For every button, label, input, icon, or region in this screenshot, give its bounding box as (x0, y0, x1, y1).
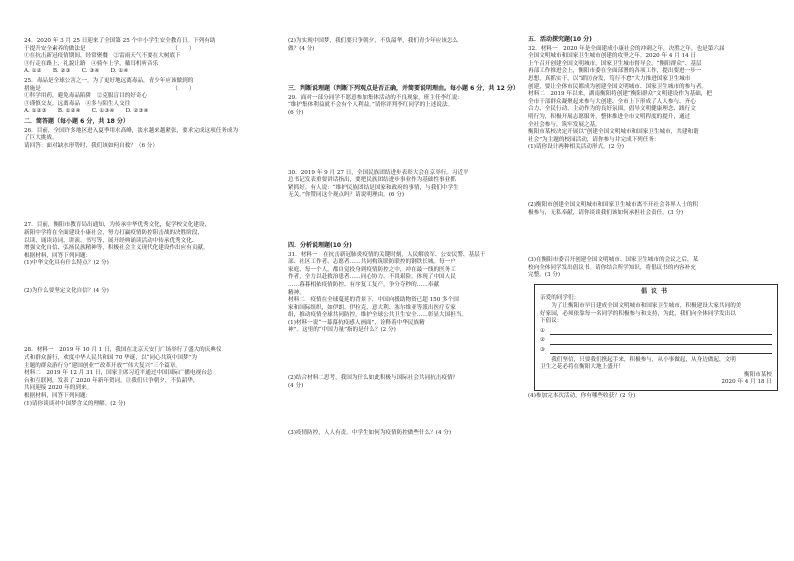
text-line: (1)中华文化具有什么特点？(2 分) (24, 260, 109, 267)
item-number: ③ (540, 347, 546, 354)
letter-signer: 衡阳市某校 (744, 371, 772, 378)
section-title: 五．活动探究题(10 分) (528, 36, 592, 43)
text-line: 合力、全民行动、主动作为的良好氛围，倡导文明健康理念、践行文 (528, 106, 696, 113)
question-27 (24, 222, 266, 295)
text-line: ①在抗击新冠疫情期间，经常聚餐 ②雷雨天气不要在大树底下 (24, 53, 181, 60)
text-line: 材料二 2019 年以来，湖南衡阳将创建“衡阳群众”文明建设作为基础，把 (528, 91, 712, 98)
text-line: 根据材料，回答下列问题： (24, 252, 92, 259)
text-line: 家和国际组织，如伊朗、伊拉克、意大利、塞尔维亚等派出医疗专家 (288, 304, 456, 311)
text-line: 社会”为主题的校园活动，请你参与并完成下列任务： (528, 136, 660, 143)
text-line: 30．2019 年 9 月 27 日，全国民族团结进步表彰大会在京举行。习近平 (288, 169, 469, 176)
text-line: 32．材料一 2020 年是全面建成小康社会的冲刺之年，决胜之年，也是第六届 (528, 45, 725, 52)
text-line: 精神。 (288, 289, 305, 296)
text-line: 了巨大挑战。 (24, 135, 58, 142)
text-line: 主题的群众游行分“建国创业”“改革开放”“伟大复兴”三个篇章。 (24, 362, 182, 369)
text-line: ①科学用药，避免毒品陷阱 ②克服盲目的好奇心 (24, 93, 148, 100)
text-line: 25．毒品是全球公害之一。为了更好地远离毒品，青少年应该做到的 (24, 77, 194, 84)
text-line: 做？(4 分) (288, 45, 315, 52)
text-line: 28．材料一 2019 年 10 月 1 日，我国在北京天安门广场举行了盛大的庆典仪 (24, 347, 222, 354)
text-line: (2)结合材料二思考，我国为什么如此积极与国际社会共同抗击疫情？ (288, 375, 459, 382)
text-line: (4 分) (288, 382, 304, 389)
text-line: (6 分) (288, 109, 304, 116)
text-line: 明行为，积极开展志愿服务，整体推进全市文明程度的提升，通过 (528, 113, 691, 120)
text-line: 全社会参与，筑牢发展之基。 (528, 121, 601, 128)
text-line: (1)请你谈谈对中国梦含义的理解。(2 分) (24, 400, 126, 407)
text-line: 31．材料一 在抗击新冠肺炎疫情的关键时刻，人民解放军、公安民警、基层干 (288, 251, 486, 258)
question-24 (24, 38, 266, 76)
text-line: 材料二 2019 年 12 月 31 日，国家主席习近平通过中国国际广播电视台总 (24, 370, 213, 377)
text-line: 我们坚信，只要我们携起手来，积极参与，从小事做起，从身边做起，文明 (540, 356, 736, 363)
question-32-part4 (528, 393, 780, 401)
text-line: 作者，全力以赴救治患者……同心协力、不畏艰险，体现了中国人民 (288, 274, 456, 281)
text-line: 29．面对一部分同学不愿意参加集体活动的不良现象，班主任李红说： (288, 94, 463, 101)
text-line: 校向全体同学发出倡议书。请你结合所学知识，将倡议书的内容补充 (528, 264, 696, 271)
text-line: 紧抓好。有人说：“维护民族团结是国家和政府的事情，与我们中学生 (288, 184, 459, 191)
text-line: 再部工作推进会上，衡阳市委在全面部署的各项工作，提出要进一步一 (528, 68, 702, 75)
text-line: ③谨慎交友，远离毒品 ④多与陌生人交往 (24, 100, 131, 107)
text-line: (2)为实现中国梦，我们要只争朝夕，不负韶华，我们青少年应该怎么 (288, 38, 459, 44)
text-line: 26．目前，全国许多地区进入夏季用水高峰，淡水越来越紧张，要求完成这项任务成为 (24, 127, 239, 134)
question-31 (288, 252, 518, 438)
section-title: 二．简答题（每小题 6 分，共 18 分） (24, 117, 129, 125)
text-line: 24．2020 年 3 月 25 日迎来了全国第 25 个中小学生安全教育日。下列有助 (24, 38, 216, 44)
text-line: 全市干部群众凝聚起来参与大创建、全市上下形成了人人参与、齐心 (528, 98, 696, 105)
text-line: 27．目前，衡阳市教育局出通知，为传承中华优秀文化，促学校文化建设， (24, 222, 211, 229)
item-number: ① (540, 327, 546, 334)
text-line: 台和互联网，发表了 2020 年新年贺词，让我们只争朝夕，不负韶华， (24, 377, 199, 384)
text-line: 下倡议： (540, 318, 563, 325)
text-line: 组，推动疫情全球共同防控，维护全球公共卫生安全……彰显大国担当。 (288, 312, 468, 319)
text-line: A. ①② B. ②③ C. ③④ D. ①④ (24, 68, 129, 75)
item-number: ② (540, 337, 546, 344)
answer-line[interactable] (540, 328, 772, 336)
text-line: 措施是 （ ） (24, 85, 195, 92)
text-line: 思想，真抓实干，以“蹈厉奋发，笃行不怠”大力推进国家卫生城市 (528, 75, 691, 82)
text-line: 共同迎接 2020 年的到来。 (24, 385, 93, 392)
section-title: 四．分析说理题(10 分) (288, 241, 352, 249)
letter-date: 2020 年 4 月 18 日 (721, 379, 772, 386)
text-line: “维护集体利益就不会有个人利益。”请你评判李红同学的上述说法。 (288, 102, 454, 109)
text-line: 创建，要让全体市民都成为创建全国文明城市、国家卫生城市的参与者。 (528, 83, 708, 90)
answer-line[interactable] (540, 337, 772, 345)
text-line: 请回答：面对缺水形势时，我们该如何自救？（6 分） (24, 142, 158, 149)
text-line: 以读、诵读诗词、讲演、书写等，展开经典诵读活动中传承优秀文化、 (24, 237, 198, 244)
text-line: 增强文化自信、弘扬民族精神等，积极社会主义现代化建设作出应有贡献。 (24, 245, 209, 252)
text-line: 新阳中学将在全面建设小康社会，努力打赢疫情防控阻击战的决胜阶段， (24, 229, 204, 236)
text-line: (1)材料一说“一幕幕抗疫感人画面”，诠释着中华民族精 (288, 319, 425, 326)
text-line: 式和群众游行，欢度中华人民共和国 70 华诞，以“同心共筑中国梦”为 (24, 355, 198, 362)
question-26 (24, 128, 266, 151)
text-line: 根据材料，回答下列问题： (24, 393, 92, 400)
column-middle (288, 36, 518, 438)
answer-line[interactable] (540, 347, 772, 355)
question-25 (24, 78, 266, 116)
text-line: 完整。(3 分) (528, 272, 561, 279)
text-line: ……暮暮相依疫情防控、有序复工复产，争分夺秒的……奉献 (288, 281, 440, 288)
section-title: 三．判断说理题（判断下列观点是否正确，并简要说明理由。每小题 6 分，共 12 分） (288, 85, 519, 93)
text-line: 材料二 疫情在全球蔓延的背景下，中国向援助物资已超 150 多个国 (288, 297, 459, 304)
text-line: 无关。”你赞同这个观点吗？请说明理由。(6 分) (288, 192, 405, 199)
text-line: 卫生之花必将在衡阳大地上盛开！ (540, 364, 624, 371)
text-line: 部、社区工作者、志愿者……共同构筑联防联控的钢铁长城。每一户 (288, 259, 456, 266)
column-right (528, 36, 780, 401)
question-32 (528, 46, 780, 280)
question-30 (288, 170, 518, 200)
text-line: (1)请你设计两种相关活动形式。(2 分) (528, 144, 624, 151)
proposal-letter (534, 284, 778, 391)
letter-title: 倡议书 (640, 287, 671, 295)
text-line: 神”。这里的“中国力量”指的是什么？(2 分) (288, 327, 396, 334)
text-line: (4)参加完本次活动，你有哪些收获？(2 分) (528, 393, 636, 399)
text-line: (3)疫情防控，人人有责。中学生如何为疫情防控做些什么？(4 分) (288, 430, 452, 437)
text-line: 上午召开创建全国文明城市，国家卫生城市督导会，“衡阳群众”、基层 (528, 60, 702, 67)
text-line: 于提升安全素养的做法是 （ ） (24, 45, 195, 52)
text-line: 衡阳市某校决定开展以“创建全国文明城市和国家卫生城市，共建和谐 (528, 129, 699, 136)
column-left (24, 36, 266, 408)
text-line: 极参与，无私奉献，请你谈谈我们该如何承担社会责任。(3 分) (528, 209, 684, 216)
text-line: 家庭、每一个人，都自觉投身到疫情防控之中，冲在最一线的医务工 (288, 266, 456, 273)
text-line: 总书记发表重要讲话指出，要把民族团结进步事业作为基础性事业抓 (288, 177, 456, 184)
text-line: ③行走在路上，礼貌让路 ④骑车上学，戴耳机听音乐 (24, 60, 159, 67)
text-line: 全国文明城市和国家卫生城市创建的攻坚之年。2020 年 4 月 14 日 (528, 53, 697, 60)
question-28 (24, 347, 266, 408)
letter-greeting: 亲爱的同学们： (540, 295, 580, 302)
text-line: (3)在衡阳市委召开创建全国文明城市、国家卫生城市的会议之后，某 (528, 257, 699, 264)
text-line: (2)为什么要坚定文化自信？(4 分) (24, 287, 109, 294)
text-line: 为了让衡阳市早日建成全国文明城市和国家卫生城市，积极建设大家共同的美 (540, 303, 742, 310)
question-28-part2 (288, 38, 518, 53)
text-line: 好家园，必须依靠每一名同学的积极参与和支持，为此，我们向全体同学发出以 (540, 310, 736, 317)
question-29 (288, 95, 518, 118)
text-line: A. ①②③ B. ①②④ C. ①③④ D. ②③④ (24, 108, 149, 115)
text-line: (2)衡阳市创建全国文明城市和国家卫生城市离不开社会各界人士的积 (528, 201, 699, 208)
